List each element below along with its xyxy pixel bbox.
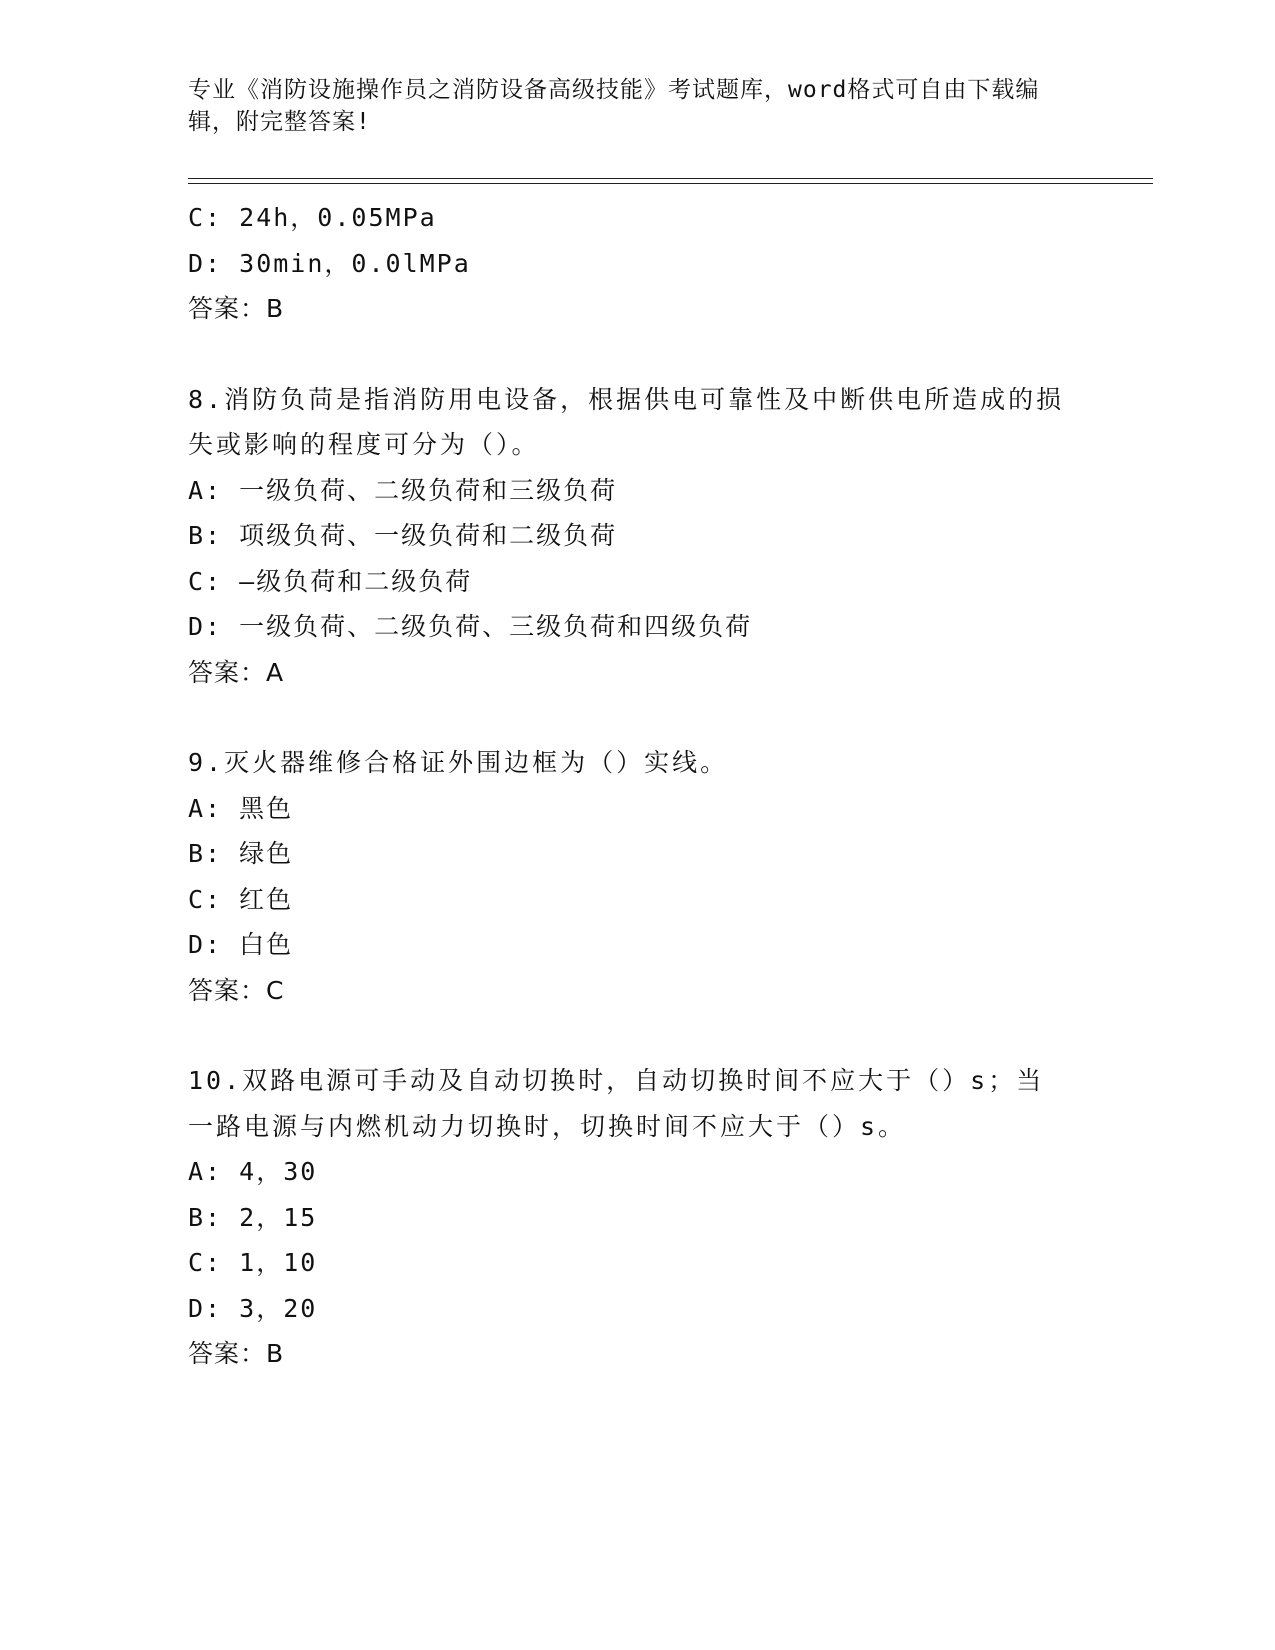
answer-line: 答案：B [188,294,285,323]
option-b: B: 绿色 [188,839,294,868]
option-d: D: 一级负荷、二级负荷、三级负荷和四级负荷 [188,612,753,641]
option-a: A: 4，30 [188,1157,318,1186]
option-d: D: 白色 [188,930,294,959]
option-d: D: 30min，0.0lMPa [188,248,471,278]
option-c: C: 1，10 [188,1248,318,1277]
option-c: C: —级负荷和二级负荷 [188,566,473,596]
option-a: A: 一级负荷、二级负荷和三级负荷 [188,475,618,505]
question-text: 10.双路电源可手动及自动切换时，自动切换时间不应大于（）s；当一路电源与内燃机动力切换时，切换时间不应大于（）s。 [188,1066,1045,1141]
option-c: C: 24h，0.05MPa [188,203,437,232]
option-c: C: 红色 [188,884,294,914]
question-list [188,195,1068,1377]
header-divider-line [188,183,1153,184]
question-block [188,377,1068,696]
option-b: B: 2，15 [188,1202,318,1232]
question-block [188,195,1068,332]
question-block [188,1058,1068,1377]
option-b: B: 项级负荷、一级负荷和二级负荷 [188,521,618,550]
answer-line: 答案：A [188,657,285,687]
option-a: A: 黑色 [188,793,294,823]
question-block [188,740,1068,1013]
option-d: D: 3，20 [188,1293,318,1323]
header-divider-line [188,178,1153,179]
answer-line: 答案：B [188,1339,285,1368]
answer-line: 答案：C [188,975,285,1005]
question-text: 9.灭火器维修合格证外围边框为（）实线。 [188,748,729,777]
document-header-intro: 专业《消防设施操作员之消防设备高级技能》考试题库，word格式可自由下载编辑，附完整答案! [188,77,1040,135]
question-text: 8.消防负苘是指消防用电设备，根据供电可靠性及中断供电所造成的损失或影响的程度可分为（）。 [188,384,1065,459]
